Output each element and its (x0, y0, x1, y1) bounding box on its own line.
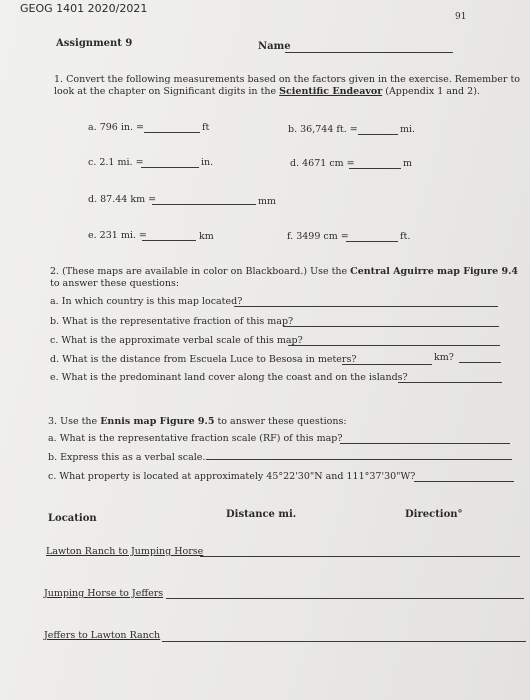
q1-text-line2: look at the chapter on Significant digits in the Scientific Endeavor (Appendix 1 and 2). (54, 86, 480, 97)
q2c-question: c. What is the approximate verbal scale of this map? (50, 335, 303, 346)
table-row-3-label: Jeffers to Lawton Ranch (44, 630, 161, 641)
q3a-question: a. What is the representative fraction scale (RF) of this map? (48, 433, 343, 444)
q1e-unit: km (199, 231, 214, 242)
q1f-unit: ft. (400, 231, 411, 242)
q1d2-unit: m (403, 158, 413, 169)
q1-text-line1: 1. Convert the following measurements based on the factors given in the exercise. Remember to (54, 74, 520, 85)
q3-intro: 3. Use the Ennis map Figure 9.5 to answer these questions: (48, 416, 347, 427)
q2d-unit: km? (434, 352, 454, 363)
q2c-answer-line[interactable] (288, 345, 500, 346)
name-label: Name (258, 41, 291, 52)
q1d-answer-line[interactable] (152, 204, 256, 205)
q1b-unit: mi. (400, 124, 416, 135)
page-number: 91 (455, 12, 467, 22)
q3c-answer-line[interactable] (414, 481, 514, 482)
q3a-answer-line[interactable] (340, 443, 510, 444)
table-row-1-answer-line[interactable] (200, 556, 520, 557)
q1a-label: a. 796 in. = (88, 122, 145, 133)
q1f-answer-line[interactable] (346, 241, 398, 242)
figure-9-4-ref: Central Aguirre map Figure 9.4 (350, 266, 518, 277)
q1e-answer-line[interactable] (142, 240, 196, 241)
q1e-label: e. 231 mi. = (88, 230, 147, 241)
q2d-question: d. What is the distance from Escuela Luce to Besosa in meters? (50, 354, 357, 365)
q2a-answer-line[interactable] (234, 306, 498, 307)
assignment-title: Assignment 9 (56, 38, 133, 49)
q1a-unit: ft (202, 122, 210, 133)
table-header-direction: Direction° (405, 509, 463, 520)
table-row-2-answer-line[interactable] (166, 598, 524, 599)
q3b-answer-line[interactable] (206, 459, 512, 460)
q2d-km-answer-line[interactable] (459, 362, 501, 363)
q1f-label: f. 3499 cm = (287, 231, 349, 242)
q1d-label: d. 87.44 km = (88, 194, 157, 205)
table-header-location: Location (48, 513, 97, 524)
q2e-answer-line[interactable] (398, 382, 502, 383)
figure-9-5-ref: Ennis map Figure 9.5 (100, 416, 215, 427)
table-row-1-label: Lawton Ranch to Jumping Horse (46, 546, 204, 557)
q1d2-answer-line[interactable] (349, 168, 401, 169)
q1c-label: c. 2.1 mi. = (88, 157, 144, 168)
name-field[interactable] (285, 52, 453, 53)
course-header: GEOG 1401 2020/2021 (20, 2, 148, 15)
q1b-label: b. 36,744 ft. = (288, 124, 358, 135)
table-header-distance: Distance mi. (226, 509, 297, 520)
q1b-answer-line[interactable] (358, 134, 398, 135)
q3b-question: b. Express this as a verbal scale. (48, 452, 206, 463)
q2e-question: e. What is the predominant land cover along the coast and on the islands? (50, 372, 408, 383)
table-row-2-label: Jumping Horse to Jeffers (44, 588, 164, 599)
table-row-3-answer-line[interactable] (162, 641, 526, 642)
q2-intro-line1: 2. (These maps are available in color on Blackboard.) Use the Central Aguirre map Figure 9.4 (50, 266, 518, 277)
q1a-answer-line[interactable] (144, 132, 200, 133)
q2b-answer-line[interactable] (283, 326, 499, 327)
q2d-answer-line[interactable] (342, 364, 432, 365)
q2a-question: a. In which country is this map located? (50, 296, 243, 307)
q1c-unit: in. (201, 157, 214, 168)
q2-intro-line2: to answer these questions: (50, 278, 180, 289)
q3c-question: c. What property is located at approximately 45°22'30"N and 111°37'30"W? (48, 471, 416, 482)
q1c-answer-line[interactable] (141, 167, 199, 168)
q1d2-label: d. 4671 cm = (290, 158, 355, 169)
q1d-unit: mm (258, 196, 277, 207)
q2b-question: b. What is the representative fraction of this map? (50, 316, 294, 327)
scientific-endeavor-ref: Scientific Endeavor (279, 86, 383, 97)
